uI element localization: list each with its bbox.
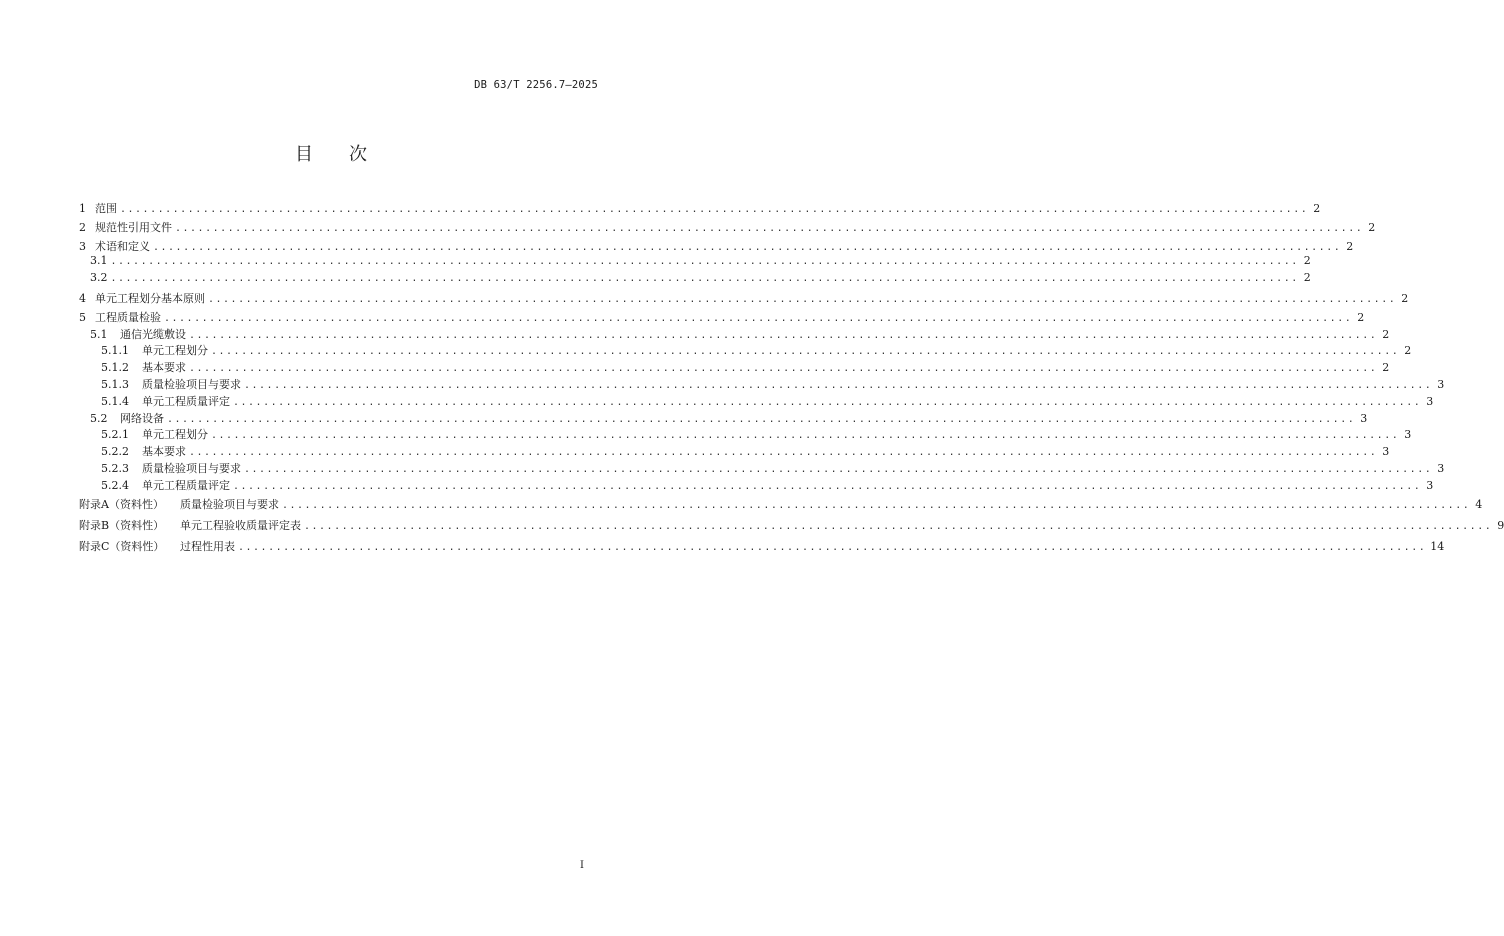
toc-page-number: 9 (1497, 518, 1504, 532)
dot-leader: .............................................................................................................................................................. (120, 204, 1309, 215)
toc-entry[interactable] (79, 393, 1434, 410)
toc-entry-label: 5 工程质量检验 (79, 310, 161, 324)
toc-entry-label: 2 规范性引用文件 (79, 220, 172, 234)
toc-entry-label: 5.2.3 质量检验项目与要求 (101, 461, 241, 475)
dot-leader: .............................................................................................................................................................. (244, 463, 1433, 475)
toc-page-number: 2 (1382, 361, 1390, 375)
toc-page-number: 2 (1368, 220, 1376, 234)
toc-entry[interactable] (79, 309, 1365, 326)
toc-entry[interactable] (79, 460, 1445, 477)
dot-leader: .............................................................................................................................................................. (244, 379, 1433, 391)
toc-entry[interactable] (79, 200, 1321, 217)
toc-entry-label: 5.1.3 质量检验项目与要求 (101, 377, 241, 391)
dot-leader: .............................................................................................................................................................. (233, 480, 1422, 492)
toc-page-number: 2 (1382, 327, 1390, 341)
toc-page-number: 2 (1401, 291, 1409, 305)
dot-leader: .............................................................................................................................................................. (189, 447, 1378, 459)
dot-leader: .............................................................................................................................................................. (110, 256, 1299, 268)
toc-entry-label: 3.2 (90, 271, 108, 285)
toc-entry-label: 5.2.2 基本要求 (101, 445, 186, 459)
toc-page-number: 3 (1437, 461, 1445, 475)
toc-page-number: 2 (1404, 344, 1412, 358)
table-of-contents (79, 200, 1504, 559)
toc-page-number: 2 (1313, 202, 1321, 215)
toc-entry-label: 附录B（资料性） 单元工程验收质量评定表 (79, 518, 301, 532)
dot-leader: .............................................................................................................................................................. (238, 541, 1427, 553)
toc-entry[interactable] (79, 219, 1376, 236)
toc-page-number: 4 (1475, 497, 1483, 511)
toc-page-number: 2 (1357, 310, 1365, 324)
toc-entry-label: 5.1.2 基本要求 (101, 361, 186, 375)
toc-entry[interactable] (79, 254, 1311, 271)
toc-page-number: 14 (1430, 539, 1445, 553)
toc-entry[interactable] (79, 376, 1445, 393)
toc-page-number: 2 (1303, 254, 1311, 268)
toc-entry-label: 3 术语和定义 (79, 239, 150, 253)
dot-leader: .............................................................................................................................................................. (233, 396, 1422, 408)
dot-leader: .............................................................................................................................................................. (208, 293, 1397, 305)
toc-entry-label: 3.1 (90, 254, 108, 268)
toc-page-number: 3 (1426, 478, 1434, 492)
toc-entry-label: 4 单元工程划分基本原则 (79, 291, 205, 305)
toc-entry[interactable] (79, 477, 1434, 494)
dot-leader: .............................................................................................................................................................. (189, 329, 1378, 341)
toc-entry[interactable] (79, 271, 1311, 288)
toc-page-number: 3 (1404, 428, 1412, 442)
toc-entry[interactable] (79, 410, 1368, 427)
toc-entry-annex[interactable] (79, 517, 1504, 538)
dot-leader: .............................................................................................................................................................. (211, 430, 1400, 442)
page-title (0, 140, 662, 166)
toc-page-number: 3 (1382, 445, 1390, 459)
toc-entry-label: 附录C（资料性） 过程性用表 (79, 539, 235, 553)
toc-page-number: 2 (1303, 271, 1311, 285)
toc-page-number: 3 (1360, 411, 1368, 425)
toc-entry-label: 5.2.1 单元工程划分 (101, 428, 208, 442)
toc-entry[interactable] (79, 426, 1412, 443)
toc-entry-label: 5.2.4 单元工程质量评定 (101, 478, 230, 492)
page-number: I (580, 860, 584, 871)
toc-entry-label: 附录A（资料性） 质量检验项目与要求 (79, 497, 279, 511)
toc-entry-annex[interactable] (79, 496, 1483, 517)
dot-leader: .............................................................................................................................................................. (167, 413, 1356, 425)
toc-entry-label: 5.2 网络设备 (90, 411, 164, 425)
toc-page-number: 3 (1437, 377, 1445, 391)
toc-entry-label: 5.1.1 单元工程划分 (101, 344, 208, 358)
toc-entry[interactable] (79, 326, 1390, 343)
toc-entry[interactable] (79, 359, 1390, 376)
dot-leader: .............................................................................................................................................................. (164, 312, 1353, 324)
dot-leader: .............................................................................................................................................................. (304, 520, 1493, 532)
toc-entry-annex[interactable] (79, 538, 1445, 559)
toc-entry[interactable] (79, 238, 1354, 255)
dot-leader: .............................................................................................................................................................. (110, 273, 1299, 285)
dot-leader: .............................................................................................................................................................. (175, 222, 1364, 234)
toc-entry-label: 5.1.4 单元工程质量评定 (101, 394, 230, 408)
toc-page-number: 3 (1426, 394, 1434, 408)
toc-entry-label: 5.1 通信光缆敷设 (90, 327, 186, 341)
toc-entry[interactable] (79, 443, 1390, 460)
title-char-2: 次 (349, 144, 367, 165)
title-char-1: 目 (295, 144, 313, 165)
dot-leader: .............................................................................................................................................................. (189, 363, 1378, 375)
document-code: DB 63/T 2256.7—2025 (474, 79, 598, 91)
toc-page-number: 2 (1346, 239, 1354, 253)
dot-leader: .............................................................................................................................................................. (153, 241, 1342, 253)
dot-leader: .............................................................................................................................................................. (211, 346, 1400, 358)
toc-entry[interactable] (79, 290, 1409, 307)
toc-entry-label: 1 范围 (79, 202, 117, 215)
toc-entry[interactable] (79, 342, 1412, 359)
dot-leader: .............................................................................................................................................................. (282, 499, 1471, 511)
